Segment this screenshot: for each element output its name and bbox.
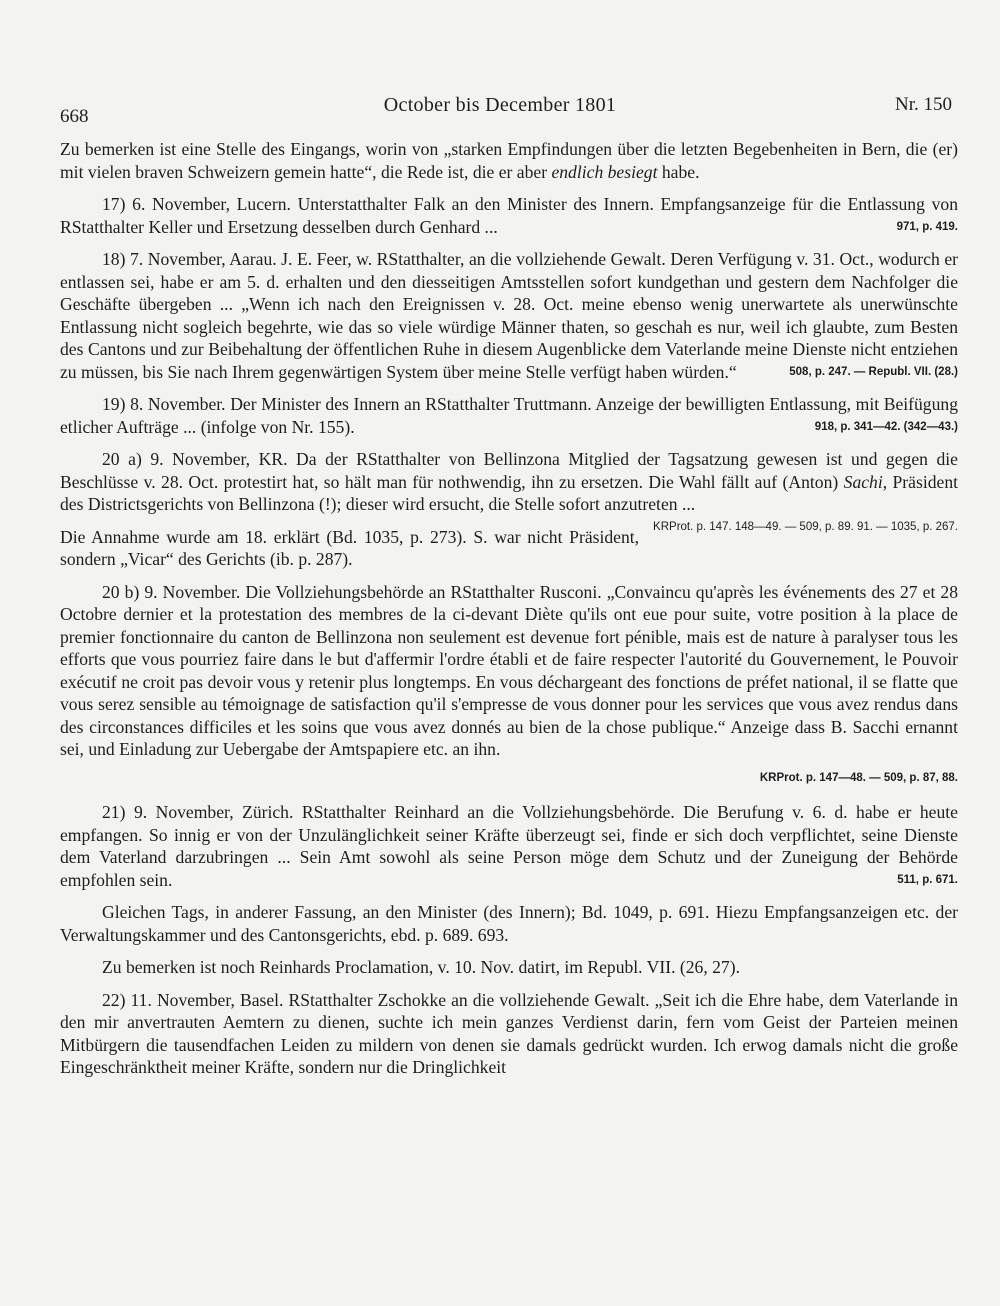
paragraph <box>60 448 959 533</box>
paragraph-text: Die Annahme wurde am 18. erklärt (Bd. 1035, p. 273). S. war nicht Präsident, sondern „Vicar“ des Gerichts (ib. p. 287). <box>60 526 640 569</box>
paragraph-text: habe. <box>657 161 700 182</box>
paragraph <box>60 248 958 383</box>
italic-text: Sachi <box>843 471 883 492</box>
page-number: 668 <box>60 106 89 127</box>
source-reference: 511, p. 671. <box>897 873 958 886</box>
source-reference: 918, p. 341—42. (342—43.) <box>814 420 958 433</box>
paragraph-text: 20 a) 9. November, KR. Da der RStatthalter von Bellinzona Mitglied der Tagsatzung gewesen ist und gegen die Beschlüsse v. 28. Oct. protestirt hat, so hält man für nothwendig, ihn zu ersetzen. Die Wahl fällt auf (Anton) <box>60 449 958 492</box>
paragraph-text: 19) 8. November. Der Minister des Innern an RStatthalter Truttmann. Anzeige der bewilligten Entlassung, mit Beifügung etlicher Aufträge ... (infolge von Nr. 155). <box>60 394 958 437</box>
paragraph <box>60 989 958 1079</box>
source-reference: KRProt. p. 147. 148—49. — 509, p. 89. 91. — 1035, p. 267. <box>653 520 958 533</box>
paragraph <box>60 193 958 238</box>
source-reference: KRProt. p. 147—48. — 509, p. 87, 88. <box>759 771 958 784</box>
paragraph <box>60 581 958 761</box>
source-reference: 508, p. 247. — Republ. VII. (28.) <box>789 365 958 378</box>
paragraph-text: 22) 11. November, Basel. RStatthalter Zschokke an die vollziehende Gewalt. „Seit ich die Ehre habe, dem Vaterlande in den mir anvertrauten Aemtern zu dienen, suchte ich mein ganzes Verdienst darin, fern vom Geist der Parteien meinen Mitbürgern die tausendfachen Leiden zu mildern von denen sie damals gedrückt wurden. Ich erwog damals nicht die große Eingeschränktheit meiner Kräfte, sondern nur die Dringlichkeit <box>60 989 958 1077</box>
paragraph-text: 17) 6. November, Lucern. Unterstatthalter Falk an den Minister des Innern. Empfangsanzeige für die Entlassung von RStatthalter Keller und Ersetzung desselben durch Genhard ... <box>60 194 958 237</box>
entry-number: Nr. 150 <box>895 94 952 115</box>
source-reference: 971, p. 419. <box>896 220 958 233</box>
document-body <box>60 138 958 1089</box>
italic-text: endlich besiegt <box>551 161 658 182</box>
paragraph-text: 21) 9. November, Zürich. RStatthalter Reinhard an die Vollziehungsbehörde. Die Berufung v. 6. d. habe er heute empfangen. So innig er von der Unzulänglichkeit seiner Kräfte überzeugt sei, finde er sich doch verpflichtet, seine Dienste dem Vaterland darzubringen ... Sein Amt sowohl als seine Person möge dem Schutz und der Zuneigung der Behörde empfohlen sein. <box>60 802 958 890</box>
paragraph-text: Zu bemerken ist noch Reinhards Proclamation, v. 10. Nov. datirt, im Republ. VII. (26, 27). <box>102 957 740 977</box>
paragraph-text: 20 b) 9. November. Die Vollziehungsbehörde an RStatthalter Rusconi. „Convaincu qu'après les événements des 27 et 28 Octobre dernier et la protestation des membres de la ci-devant Diète qu'ils ont eue pour suite, votre position à la place de premier fonctionnaire du canton de Bellinzona non seulement est devenue fort pénible, mais est de nature à paralyser tous les efforts que vous pourriez faire dans le but d'affermir l'ordre établi et de faire respecter l'autorité du Gouvernement, le Pouvoir exécutif ne croit pas devoir vous y retenir plus longtemps. En vous déchargeant des fonctions de préfet national, il se flatte que vous serez sensible au témoignage de satisfaction qu'il s'empresse de vous donner pour les services que vous avez rendus dans des circonstances difficiles et les soins que vous avez donnés au bien de la chose publique.“ Anzeige dass B. Sacchi ernannt sei, und Einladung zur Uebergabe der Amtspapiere etc. an ihn. <box>60 581 958 759</box>
running-title: October bis December 1801 <box>383 94 617 116</box>
paragraph <box>60 901 958 946</box>
paragraph-text: Zu bemerken ist eine Stelle des Eingangs, worin von „starken Empfindungen über die letzten Begebenheiten in Bern, die (er) mit vielen braven Schweizern gemein hatte“, die Rede ist, die er aber <box>60 139 958 182</box>
paragraph <box>60 138 958 183</box>
page-header <box>0 92 1000 128</box>
paragraph-text: Gleichen Tags, in anderer Fassung, an den Minister (des Innern); Bd. 1049, p. 691. Hiezu Empfangsanzeigen etc. der Verwaltungskammer und des Cantonsgerichts, ebd. p. 689. 693. <box>60 902 958 945</box>
paragraph <box>60 393 958 438</box>
paragraph-text: , Präsident des Districtsgerichts von Bellinzona (!); dieser wird ersucht, die Stelle sofort anzutreten ... <box>60 471 959 514</box>
paragraph-text: 18) 7. November, Aarau. J. E. Feer, w. RStatthalter, an die vollziehende Gewalt. Deren Verfügung v. 31. Oct., wodurch er entlassen sei, habe er am 5. d. erhalten und den diesseitigen Amtsstellen sofort kundgethan und gestern dem Nachfolger die Geschäfte übergeben ... „Wenn ich nach den Ereignissen v. 28. Oct. meine ebenso wenig unerwartete als unerwünschte Entlassung nicht sogleich begehrte, wie das so viele würdige Männer thaten, so geschah es nur, weil ich glaubte, zum Besten des Cantons und zur Beibehaltung der öffentlichen Ruhe in diesem Augenblicke dem Vaterlande meine Dienste nicht entziehen zu müssen, bis Sie nach Ihrem gegenwärtigen System über meine Stelle verfügt haben würden.“ <box>60 249 958 382</box>
paragraph <box>60 956 958 979</box>
paragraph <box>60 801 958 891</box>
